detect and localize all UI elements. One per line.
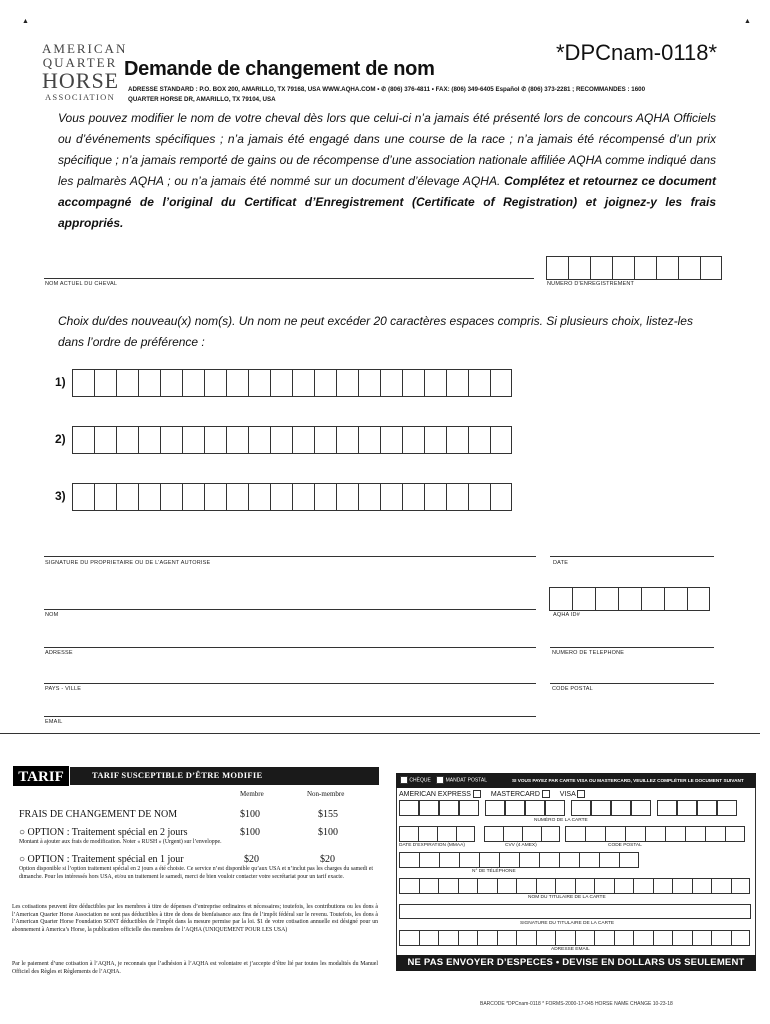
email-line[interactable] xyxy=(44,716,536,717)
char-box[interactable] xyxy=(94,369,116,397)
char-box[interactable] xyxy=(314,483,336,511)
intro-text: Vous pouvez modifier le nom de votre cheval dès lors que celui-ci n’a jamais été présenté lors de concours AQHA Officiels ou d’événements spécifiques ; n’a jamais été engagé dans une course de la race ; n’a jamais été récompensé d’un prix spécifique ; n’a jamais remporté de gains ou de récompense d’une association nationale affiliée AQHA comme indiqué dans les palmarès AQHA ; ou n’a jamais été nommé sur un document d’élevage AQHA. xyxy=(58,111,716,188)
fee-rush-2day-note: Montant à ajouter aux frais de modification. Noter « RUSH » (Urgent) sur l’enveloppe. xyxy=(19,839,222,845)
char-box[interactable] xyxy=(692,878,712,894)
name-choice-3-boxes[interactable] xyxy=(72,483,512,511)
logo-text-association: ASSOCIATION xyxy=(44,92,116,102)
card-digit-box[interactable] xyxy=(485,800,505,816)
char-box[interactable] xyxy=(182,369,204,397)
cheque-checkbox[interactable] xyxy=(400,776,408,784)
card-digit-box[interactable] xyxy=(545,800,565,816)
char-box[interactable] xyxy=(664,587,687,611)
card-digit-box[interactable] xyxy=(631,800,651,816)
date-line[interactable] xyxy=(550,556,714,557)
char-box[interactable] xyxy=(182,426,204,454)
char-box[interactable] xyxy=(116,483,138,511)
char-box[interactable] xyxy=(711,878,731,894)
visa-label: VISA xyxy=(559,790,576,798)
tarif-title: TARIF xyxy=(12,765,70,787)
char-box[interactable] xyxy=(456,826,475,842)
form-code: *DPCnam-0118* xyxy=(556,40,718,65)
char-box[interactable] xyxy=(292,426,314,454)
char-box[interactable] xyxy=(575,930,595,946)
char-box[interactable] xyxy=(575,878,595,894)
char-box[interactable] xyxy=(116,369,138,397)
char-box[interactable] xyxy=(226,483,248,511)
payment-footer-warning: NE PAS ENVOYER D’ESPECES • DEVISE EN DOLLARS US SEULEMENT xyxy=(396,955,756,971)
char-box[interactable] xyxy=(614,878,634,894)
card-instruction: SI VOUS PAYEZ PAR CARTE VISA OU MASTERCARD, VEUILLEZ COMPLÉTER LE DOCUMENT SUIVANT xyxy=(512,778,744,783)
char-box[interactable] xyxy=(292,483,314,511)
fee-name-change-member: $100 xyxy=(240,809,260,820)
char-box[interactable] xyxy=(248,426,270,454)
char-box[interactable] xyxy=(160,369,182,397)
card-digit-box[interactable] xyxy=(439,800,459,816)
char-box[interactable] xyxy=(204,426,226,454)
phone-line[interactable] xyxy=(550,647,714,648)
char-box[interactable] xyxy=(641,587,664,611)
char-box[interactable] xyxy=(380,369,402,397)
phone-label: NUMERO DE TELEPHONE xyxy=(552,650,625,656)
col-member: Membre xyxy=(240,790,264,798)
char-box[interactable] xyxy=(419,930,439,946)
char-box[interactable] xyxy=(399,878,419,894)
cardholder-name-boxes[interactable] xyxy=(399,878,750,894)
char-box[interactable] xyxy=(446,369,468,397)
cheque-label: CHÈQUE xyxy=(409,777,431,784)
fee-rush-2day-label[interactable]: ○ OPTION : Traitement spécial en 2 jours xyxy=(19,827,188,838)
card-digit-box[interactable] xyxy=(717,800,737,816)
country-city-line[interactable] xyxy=(44,683,536,684)
expiry-label: DATE D’EXPIRATION (MMAA) xyxy=(399,843,465,848)
char-box[interactable] xyxy=(226,426,248,454)
money-order-checkbox[interactable] xyxy=(436,776,444,784)
card-digit-box[interactable] xyxy=(505,800,525,816)
amex-label: AMERICAN EXPRESS xyxy=(399,790,471,798)
char-box[interactable] xyxy=(72,483,94,511)
intro-paragraph xyxy=(58,108,716,234)
char-box[interactable] xyxy=(665,826,685,842)
char-box[interactable] xyxy=(516,878,536,894)
payment-phone-boxes[interactable] xyxy=(399,852,639,868)
char-box[interactable] xyxy=(399,852,419,868)
char-box[interactable] xyxy=(539,852,559,868)
country-city-label: PAYS - VILLE xyxy=(45,686,82,692)
tax-disclaimer: Les cotisations peuvent être déductibles par les membres à titre de dépenses d’entreprise ordinaires et nécessaires; toutefois, les contributions ou les dons à l’American Quarter Horse Association ne sont pas déductibles à titre de dons de bienfaisance aux fins de l’impôt fédéral sur le revenu. Toutefois, les dons à l’American Quarter Horse Foundation SONT déductibles de l’impôt dans la mesure permise par la loi. $1 de votre cotisation annuelle est désigné pour un abonnement à America’s Horse, la publication officielle des membres de l’AQHA (UNIQUEMENT POUR LES USA) xyxy=(12,904,378,933)
card-digit-box[interactable] xyxy=(419,800,439,816)
card-digit-box[interactable] xyxy=(611,800,631,816)
membership-disclaimer: Par le paiement d’une cotisation à l’AQHA, je reconnais que l’adhésion à l’AQHA est volontaire et j’accepte d’être lié par toutes les modalités du Manuel Officiel des Règles et Règlements de l’AQHA. xyxy=(12,961,378,975)
card-digit-box[interactable] xyxy=(525,800,545,816)
char-box[interactable] xyxy=(399,826,418,842)
name-line[interactable] xyxy=(44,609,536,610)
char-box[interactable] xyxy=(270,369,292,397)
char-box[interactable] xyxy=(138,369,160,397)
char-box[interactable] xyxy=(418,826,437,842)
current-name-label: NOM ACTUEL DU CHEVAL xyxy=(45,281,118,287)
char-box[interactable] xyxy=(468,426,490,454)
col-nonmember: Non-membre xyxy=(307,790,345,798)
card-digit-box[interactable] xyxy=(459,800,479,816)
card-digit-box[interactable] xyxy=(697,800,717,816)
char-box[interactable] xyxy=(619,852,639,868)
char-box[interactable] xyxy=(565,826,585,842)
char-box[interactable] xyxy=(314,369,336,397)
visa-checkbox[interactable] xyxy=(577,790,585,798)
char-box[interactable] xyxy=(614,930,634,946)
char-box[interactable] xyxy=(402,369,424,397)
char-box[interactable] xyxy=(477,930,497,946)
char-box[interactable] xyxy=(522,826,541,842)
char-box[interactable] xyxy=(705,826,725,842)
fee-rush-1day-note: Option disponible si l’option traitement spécial en 2 jours a été choisie. Ce service n’est disponible qu’aux USA et n’inclut pas les charges du samedi et dimanche. Pour les intéressés hors USA, et/ou un traitement le samedi, merci de bien vouloir contacter votre secrétariat pour un tarif exacte. xyxy=(19,866,373,880)
aqha-id-boxes[interactable] xyxy=(549,587,710,611)
char-box[interactable] xyxy=(358,426,380,454)
payment-phone-label: N° DE TÉLÉPHONE xyxy=(472,869,516,874)
char-box[interactable] xyxy=(497,878,517,894)
char-box[interactable] xyxy=(248,483,270,511)
char-box[interactable] xyxy=(138,426,160,454)
char-box[interactable] xyxy=(138,483,160,511)
logo-text-american: AMERICAN xyxy=(42,41,128,56)
fee-name-change-label: FRAIS DE CHANGEMENT DE NOM xyxy=(19,809,178,820)
char-box[interactable] xyxy=(490,483,512,511)
postal-code-label: CODE POSTAL xyxy=(552,686,593,692)
char-box[interactable] xyxy=(672,930,692,946)
char-box[interactable] xyxy=(484,826,503,842)
payment-email-label: ADRESSE EMAIL xyxy=(551,947,590,952)
char-box[interactable] xyxy=(72,426,94,454)
char-box[interactable] xyxy=(519,852,539,868)
char-box[interactable] xyxy=(477,878,497,894)
char-box[interactable] xyxy=(731,930,751,946)
char-box[interactable] xyxy=(725,826,745,842)
char-box[interactable] xyxy=(692,930,712,946)
cardholder-signature-label: SIGNATURE DU TITULAIRE DE LA CARTE xyxy=(520,921,615,926)
email-label: EMAIL xyxy=(45,719,63,725)
char-box[interactable] xyxy=(536,878,556,894)
name-label: NOM xyxy=(45,612,59,618)
choice-number-1: 1) xyxy=(55,375,66,389)
char-box[interactable] xyxy=(541,826,560,842)
char-box[interactable] xyxy=(590,256,612,280)
char-box[interactable] xyxy=(160,426,182,454)
char-box[interactable] xyxy=(612,256,634,280)
char-box[interactable] xyxy=(503,826,522,842)
char-box[interactable] xyxy=(160,483,182,511)
fee-name-change-nonmember: $155 xyxy=(318,809,338,820)
char-box[interactable] xyxy=(490,369,512,397)
char-box[interactable] xyxy=(599,852,619,868)
char-box[interactable] xyxy=(424,426,446,454)
card-number-label: NUMÉRO DE LA CARTE xyxy=(534,818,588,823)
fee-rush-1day-nonmember: $20 xyxy=(320,854,335,865)
char-box[interactable] xyxy=(687,587,710,611)
char-box[interactable] xyxy=(516,930,536,946)
char-box[interactable] xyxy=(399,930,419,946)
postal-code-line[interactable] xyxy=(550,683,714,684)
card-digit-box[interactable] xyxy=(657,800,677,816)
char-box[interactable] xyxy=(499,852,519,868)
char-box[interactable] xyxy=(634,256,656,280)
char-box[interactable] xyxy=(656,256,678,280)
char-box[interactable] xyxy=(380,483,402,511)
char-box[interactable] xyxy=(653,930,673,946)
address-line-1: ADRESSE STANDARD : P.O. BOX 200, AMARILLO, TX 79168, USA WWW.AQHA.COM • ✆ (806) 376-4811 • FAX: (806) 349-6405 Español ✆ (806) 373-2281 ; RECOMMANDES : 1600 xyxy=(128,86,646,93)
char-box[interactable] xyxy=(625,826,645,842)
payment-method-row xyxy=(400,776,487,785)
char-box[interactable] xyxy=(685,826,705,842)
card-digit-box[interactable] xyxy=(399,800,419,816)
char-box[interactable] xyxy=(595,587,618,611)
char-box[interactable] xyxy=(711,930,731,946)
char-box[interactable] xyxy=(645,826,665,842)
registration-number-boxes[interactable] xyxy=(546,256,722,280)
fee-rush-2day-member: $100 xyxy=(240,827,260,838)
address-block xyxy=(128,85,728,105)
char-box[interactable] xyxy=(182,483,204,511)
char-box[interactable] xyxy=(555,878,575,894)
char-box[interactable] xyxy=(424,369,446,397)
char-box[interactable] xyxy=(437,826,456,842)
money-order-label: MANDAT POSTAL xyxy=(445,777,487,784)
char-box[interactable] xyxy=(402,426,424,454)
cardholder-name-label: NOM DU TITULAIRE DE LA CARTE xyxy=(528,895,606,900)
char-box[interactable] xyxy=(479,852,499,868)
registration-number-label: NUMERO D’ENREGISTREMENT xyxy=(547,281,635,287)
mastercard-label: MASTERCARD xyxy=(490,790,540,798)
char-box[interactable] xyxy=(678,256,700,280)
barcode-text: BARCODE *DPCnam-0118 * FORMS-2000-17-045 HORSE NAME CHANGE 10-23-18 xyxy=(480,1001,673,1007)
char-box[interactable] xyxy=(336,483,358,511)
choice-number-2: 2) xyxy=(55,432,66,446)
char-box[interactable] xyxy=(358,369,380,397)
card-digit-box[interactable] xyxy=(591,800,611,816)
payment-postal-boxes[interactable] xyxy=(565,826,745,842)
char-box[interactable] xyxy=(439,852,459,868)
char-box[interactable] xyxy=(248,369,270,397)
payment-email-boxes[interactable] xyxy=(399,930,750,946)
address-line[interactable] xyxy=(44,647,536,648)
choices-instructions: Choix du/des nouveau(x) nom(s). Un nom ne peut excéder 20 caractères espaces compris. Si plusieurs choix, listez-les dans l’ordre de préférence : xyxy=(58,314,693,349)
char-box[interactable] xyxy=(579,852,599,868)
expiry-boxes[interactable] xyxy=(399,826,475,842)
char-box[interactable] xyxy=(458,930,478,946)
char-box[interactable] xyxy=(336,426,358,454)
signature-line[interactable] xyxy=(44,556,536,557)
logo-text-quarter: QUARTER xyxy=(42,55,118,70)
char-box[interactable] xyxy=(446,426,468,454)
char-box[interactable] xyxy=(594,930,614,946)
char-box[interactable] xyxy=(292,369,314,397)
page-title: Demande de changement de nom xyxy=(124,58,435,80)
char-box[interactable] xyxy=(402,483,424,511)
char-box[interactable] xyxy=(731,878,751,894)
address-label: ADRESSE xyxy=(45,650,73,656)
char-box[interactable] xyxy=(572,587,595,611)
char-box[interactable] xyxy=(633,930,653,946)
char-box[interactable] xyxy=(458,878,478,894)
char-box[interactable] xyxy=(555,930,575,946)
tarif-subtitle: TARIF SUSCEPTIBLE D’ÊTRE MODIFIE xyxy=(92,770,263,780)
char-box[interactable] xyxy=(358,483,380,511)
char-box[interactable] xyxy=(653,878,673,894)
char-box[interactable] xyxy=(468,483,490,511)
char-box[interactable] xyxy=(204,369,226,397)
char-box[interactable] xyxy=(438,878,458,894)
mastercard-checkbox[interactable] xyxy=(542,790,550,798)
char-box[interactable] xyxy=(559,852,579,868)
char-box[interactable] xyxy=(270,483,292,511)
char-box[interactable] xyxy=(549,587,572,611)
char-box[interactable] xyxy=(585,826,605,842)
current-name-line xyxy=(44,278,534,279)
char-box[interactable] xyxy=(314,426,336,454)
char-box[interactable] xyxy=(94,426,116,454)
section-divider xyxy=(0,733,760,734)
fee-rush-2day-nonmember: $100 xyxy=(318,827,338,838)
name-choice-2-boxes[interactable] xyxy=(72,426,512,454)
char-box[interactable] xyxy=(459,852,479,868)
payment-postal-label: CODE POSTAL xyxy=(608,843,642,848)
card-digit-box[interactable] xyxy=(677,800,697,816)
aqha-logo xyxy=(42,41,128,102)
char-box[interactable] xyxy=(419,878,439,894)
logo-text-horse: HORSE xyxy=(42,68,120,93)
card-type-row xyxy=(399,790,585,798)
char-box[interactable] xyxy=(633,878,653,894)
char-box[interactable] xyxy=(226,369,248,397)
cvv-label: CVV (4 AMEX) xyxy=(505,843,537,848)
cvv-boxes[interactable] xyxy=(484,826,560,842)
amex-checkbox[interactable] xyxy=(473,790,481,798)
date-label: DATE xyxy=(553,560,569,566)
intro-bold-text: Complétez et retournez ce document accompagné de l’original du Certificat d’Enregistrement (Certificate of Registration) et joignez-y les frais appropriés. xyxy=(58,174,716,230)
char-box[interactable] xyxy=(380,426,402,454)
char-box[interactable] xyxy=(446,483,468,511)
char-box[interactable] xyxy=(424,483,446,511)
char-box[interactable] xyxy=(336,369,358,397)
card-number-boxes[interactable] xyxy=(399,800,737,816)
char-box[interactable] xyxy=(438,930,458,946)
char-box[interactable] xyxy=(672,878,692,894)
char-box[interactable] xyxy=(270,426,292,454)
char-box[interactable] xyxy=(605,826,625,842)
card-digit-box[interactable] xyxy=(571,800,591,816)
signature-label: SIGNATURE DU PROPRIETAIRE OU DE L’AGENT AUTORISE xyxy=(45,560,211,566)
name-choice-1-boxes[interactable] xyxy=(72,369,512,397)
char-box[interactable] xyxy=(490,426,512,454)
char-box[interactable] xyxy=(700,256,722,280)
char-box[interactable] xyxy=(568,256,590,280)
corner-marker-left: ▲ xyxy=(22,18,29,25)
cardholder-signature-field[interactable] xyxy=(399,904,751,919)
address-line-2: QUARTER HORSE DR, AMARILLO, TX 79104, USA xyxy=(128,96,276,103)
char-box[interactable] xyxy=(468,369,490,397)
char-box[interactable] xyxy=(94,483,116,511)
char-box[interactable] xyxy=(419,852,439,868)
char-box[interactable] xyxy=(594,878,614,894)
char-box[interactable] xyxy=(536,930,556,946)
char-box[interactable] xyxy=(204,483,226,511)
char-box[interactable] xyxy=(116,426,138,454)
fee-rush-1day-label[interactable]: ○ OPTION : Traitement spécial en 1 jour xyxy=(19,854,184,865)
char-box[interactable] xyxy=(546,256,568,280)
fee-rush-1day-member: $20 xyxy=(244,854,259,865)
char-box[interactable] xyxy=(72,369,94,397)
corner-marker-right: ▲ xyxy=(744,18,751,25)
char-box[interactable] xyxy=(497,930,517,946)
aqha-id-label: AQHA ID# xyxy=(553,612,580,618)
choice-number-3: 3) xyxy=(55,489,66,503)
char-box[interactable] xyxy=(618,587,641,611)
